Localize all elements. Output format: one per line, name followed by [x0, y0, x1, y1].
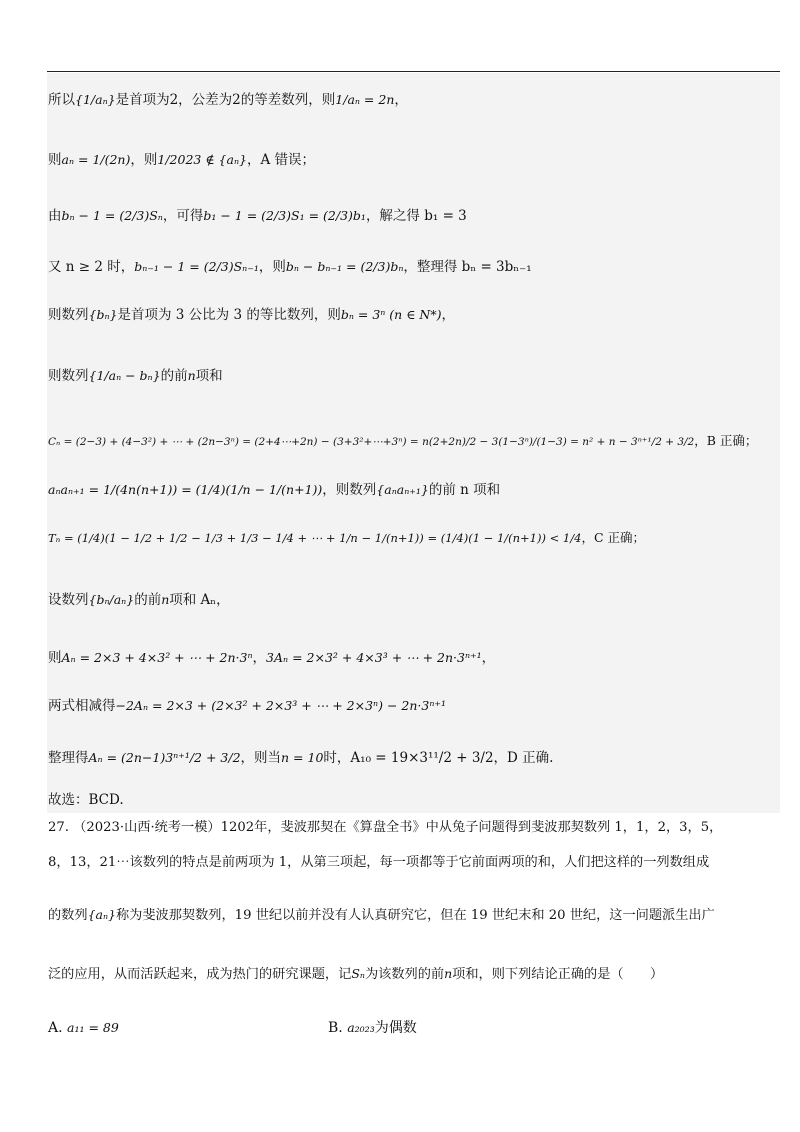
solution-line-6: 则数列{1/aₙ − bₙ}的前n项和: [48, 368, 223, 384]
solution-line-4: 又 n ≥ 2 时，bₙ₋₁ − 1 = (2/3)Sₙ₋₁，则bₙ − bₙ₋₁ = (2/3)bₙ，整理得 bₙ = 3bₙ₋₁: [48, 259, 532, 275]
solution-line-1: 所以{1/aₙ}是首项为2，公差为2的等差数列，则1/aₙ = 2n，: [48, 92, 408, 108]
question-line-3: 的数列{aₙ}称为斐波那契数列，19 世纪以前并没有人认真研究它，但在 19 世纪末和 20 世纪，这一问题派生出广: [48, 907, 715, 923]
solution-line-8: aₙaₙ₊₁ = 1/(4n(n+1)) = (1/4)(1/n − 1/(n+1))，则数列{aₙaₙ₊₁}的前 n 项和: [48, 482, 501, 498]
option-b-label: B.: [328, 1020, 343, 1036]
question-line-2: 8，13，21⋯该数列的特点是前两项为 1，从第三项起，每一项都等于它前面两项的和，人们把这样的一列数组成: [48, 855, 710, 870]
option-a: [48, 1018, 119, 1038]
option-a-label: A.: [48, 1020, 63, 1036]
solution-line-11: 则Aₙ = 2×3 + 4×3² + ⋯ + 2n·3ⁿ，3Aₙ = 2×3² + 4×3³ + ⋯ + 2n·3ⁿ⁺¹，: [48, 650, 496, 666]
question-line-4: 泛的应用，从而活跃起来，成为热门的研究课题，记Sₙ为该数列的前n项和，则下列结论正确的是（ ）: [48, 966, 664, 982]
solution-line-9: Tₙ = (1/4)(1 − 1/2 + 1/2 − 1/3 + 1/3 − 1/4 + ⋯ + 1/n − 1/(n+1)) = (1/4)(1 − 1/(n+1)) < 1/4，C 正确；: [48, 530, 645, 545]
question-line-1: 27. （2023·山西·统考一模）1202年，斐波那契在《算盘全书》中从兔子问题得到斐波那契数列 1，1，2，3，5，: [48, 820, 723, 835]
option-b-text: 为偶数: [374, 1020, 417, 1036]
option-a-math: a₁₁ = 89: [67, 1020, 119, 1035]
solution-line-3: 由bₙ − 1 = (2/3)Sₙ，可得b₁ − 1 = (2/3)S₁ = (2/3)b₁，解之得 b₁ = 3: [48, 208, 467, 224]
solution-line-12: 两式相减得−2Aₙ = 2×3 + (2×3² + 2×3³ + ⋯ + 2×3ⁿ) − 2n·3ⁿ⁺¹: [48, 698, 447, 714]
solution-line-7: Cₙ = (2−3) + (4−3²) + ⋯ + (2n−3ⁿ) = (2+4⋯+2n) − (3+3²+⋯+3ⁿ) = n(2+2n)/2 − 3(1−3ⁿ)/(1−3) = n² + n − 3ⁿ⁺¹/2 + 3/2，B 正确；: [48, 433, 758, 448]
option-b-math: a₂₀₂₃: [347, 1020, 375, 1035]
solution-conclusion: 故选：BCD.: [48, 792, 124, 808]
option-b: [328, 1018, 417, 1038]
solution-line-2: 则aₙ = 1/(2n)，则1/2023 ∉ {aₙ}，A 错误；: [48, 152, 316, 168]
solution-line-10: 设数列{bₙ/aₙ}的前n项和 Aₙ，: [48, 592, 230, 608]
solution-line-5: 则数列{bₙ}是首项为 3 公比为 3 的等比数列，则bₙ = 3ⁿ (n ∈ N*)，: [48, 307, 455, 323]
solution-line-13: 整理得Aₙ = (2n−1)3ⁿ⁺¹/2 + 3/2，则当n = 10时，A₁₀ = 19×3¹¹/2 + 3/2，D 正确.: [48, 750, 554, 766]
top-rule: [47, 71, 780, 72]
